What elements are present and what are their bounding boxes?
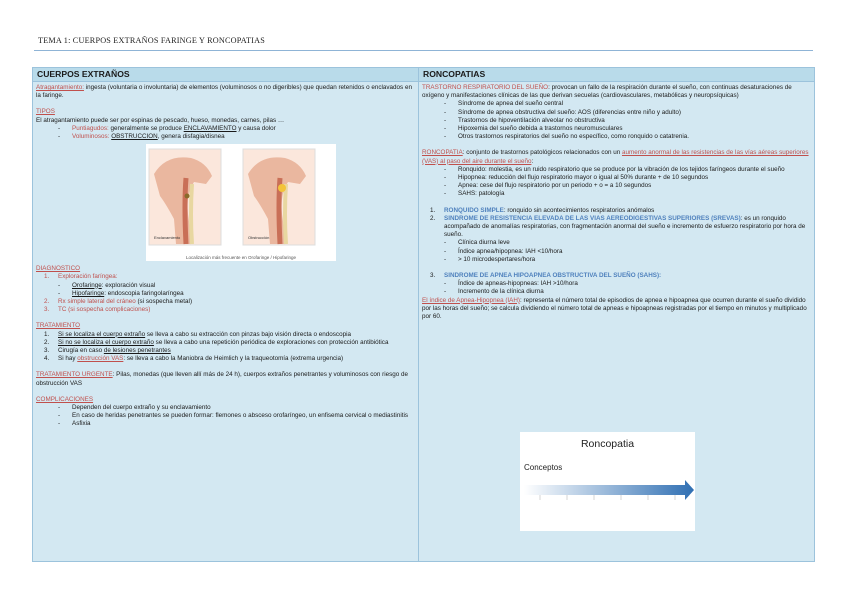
trat-item-4-text: : se lleva a cabo la Maniobra de Heimlich y la traqueotomía (extrema urgencia) [123, 355, 344, 363]
label-enclavamiento: Enclavamiento [154, 235, 181, 241]
diag-item-2-text: Rx simple lateral del cráneo [58, 298, 136, 306]
trs-item-text: Otros trastornos respiratorios del sueño no específico, como ronquido o catatrenia. [458, 133, 690, 141]
trat-item-1: 1. Si se localiza el cuerpo extraño se lleva a cabo su extracción con pinzas bajo visión directa o endoscopia [44, 330, 351, 338]
title-rule [34, 50, 813, 51]
ronc-item-text: Apnea: cese del flujo respiratorio por un periodo + o = a 10 segundos [458, 182, 652, 190]
iah-text: : representa el número total de episodios de apnea e hipoapnea que ocurren durante el sueño dividido por las horas del sueño; se calcula dividiendo el número total de apneas e hipoapneas registradas por el tiempo en minutos y multiplicado por 60. [422, 296, 807, 321]
diag-item-1a: - Orofaringe: exploración visual [58, 281, 156, 289]
trat-item-3: 3. Cirugía en caso de lesiones penetrantes [44, 347, 171, 355]
ronc-u: aumento anormal de las resistencias de las vías aéreas superiores (VAS) al paso del aire durante el sueño [422, 149, 809, 165]
trs-item-text: Síndrome de apnea del sueño central [458, 100, 564, 108]
diag-item-1-text: Exploración faríngea: [58, 273, 118, 281]
comp-item-1-text: Dependen del cuerpo extraño y su enclavamiento [72, 404, 211, 412]
ronc-item: - SAHS: patología [444, 190, 505, 198]
ronc-item: - Apnea: cese del flujo respiratorio por un periodo + o = a 10 segundos [444, 182, 652, 190]
num-item-2-text: : es un ronquido acompañado de anomalías respiratorias, con fragmentación anormal del sueño e incremento de esfuerzo respiratorio por hora de sueño. [444, 214, 806, 239]
tipos-item-1-emph: ENCLAVAMIENTO [183, 124, 237, 132]
ronc-item-text: Hipopnea: reducción del flujo respiratorio mayor o igual al 50% durante + de 10 segundos [458, 174, 709, 182]
intro-text: ingesta (voluntaria o involuntaria) de elementos (voluminosos o no digeribles) que quedan retenidos o enclavados en la faringe. [36, 84, 412, 100]
tipos-item-1-term: Puntiagudos: [72, 124, 109, 132]
tipos-item-2-text: , genera disfagia/disnea [157, 133, 225, 141]
trat-item-2-u: Si no se localiza el cuerpo extraño [58, 338, 154, 346]
left-column [33, 68, 419, 561]
n2-item-text: > 10 microdespertares/hora [458, 255, 536, 263]
trs-item: - Síndrome de apnea del sueño central [444, 100, 564, 108]
right-header: RONCOPATIAS [419, 68, 814, 82]
trs-text: : provocan un fallo de la respiración durante el sueño, con continuas desaturaciones de oxígeno y manifestaciones clínicas de las que derivan secuelas (cardiovasculares, metabólicas y neuropsíquicas) [422, 84, 792, 100]
tipos-lead: El atragantamiento puede ser por espinas de pescado, hueso, monedas, carnes, pilas … [36, 116, 285, 124]
roncopatia-paragraph [422, 149, 810, 165]
comp-item-1: - Dependen del cuerpo extraño y su enclavamiento [58, 404, 211, 412]
page-title: TEMA 1: CUERPOS EXTRAÑOS FARINGE Y RONCOPATIAS [38, 36, 265, 45]
trs-item-text: Trastornos de hipoventilación alveolar no obstructiva [458, 116, 605, 124]
diagnostico-title: DIAGNOSTICO [36, 265, 81, 273]
urgente-term: TRATAMIENTO URGENTE [36, 371, 113, 379]
trat-item-3-text: Cirugía en caso [58, 347, 104, 355]
ronc-text: : conjunto de trastornos patológicos relacionados con un [462, 149, 622, 157]
iah-term: El índice de Apnea-Hipopnea (IAH) [422, 296, 521, 304]
diag-item-2-note: (si sospecha metal) [135, 298, 193, 306]
n3-item: - Índice de apneas-hipopneas: IAH >10/hora [444, 280, 578, 288]
trat-item-4-u: obstrucción VAS [77, 355, 124, 363]
tipos-item-1-text: generalmente se produce [108, 124, 184, 132]
diag-item-1a-term: Orofaringe [72, 281, 102, 289]
num-item-1-title: RONQUIDO SIMPLE [444, 206, 504, 214]
trat-item-1-u: Si se localiza el cuerpo extraño [58, 330, 146, 338]
urgente-text: : Pilas, monedas (que lleven allí más de 24 h), cuerpos extraños penetrantes y voluminosos con riesgo de obstrucción VAS [36, 371, 409, 387]
num-item-1-text: : ronquido sin acontecimientos respiratorios anómalos [503, 206, 655, 214]
iah-paragraph [422, 297, 810, 322]
diag-item-1b: - Hipofaringe: endoscopia faringolaríngea [58, 289, 184, 297]
urgente-paragraph [36, 371, 414, 387]
trat-item-1-text: se lleva a cabo su extracción con pinzas bajo visión directa o endoscopia [145, 330, 351, 338]
ronc-item-text: Ronquido: molestia, es un ruido respiratorio que se produce por la vibración de los tejidos faríngeos durante el sueño [458, 165, 785, 173]
right-column [419, 68, 814, 561]
diag-item-1: 1. Exploración faríngea: [44, 273, 118, 281]
trat-item-4: 4. Si hay obstrucción VAS: se lleva a cabo la Maniobra de Heimlich y la traqueotomía (extrema urgencia) [44, 355, 344, 363]
diag-item-1a-text: : exploración visual [101, 281, 156, 289]
trs-term: TRASTORNO RESPIRATORIO DEL SUEÑO [422, 84, 549, 91]
tipos-title: TIPOS [36, 108, 55, 116]
complicaciones-title: COMPLICACIONES [36, 395, 94, 403]
intro-term: Atragantamiento: [36, 84, 84, 91]
content-table [32, 67, 815, 562]
roncopatia-diagram [520, 432, 695, 531]
ronc-item: - Hipopnea: reducción del flujo respiratorio mayor o igual al 50% durante + de 10 segundos [444, 174, 709, 182]
n3-item-text: Índice de apneas-hipopneas: IAH >10/hora [458, 280, 578, 288]
trat-item-2: 2. Si no se localiza el cuerpo extraño se lleva a cabo una repetición periódica de exploraciones con protección antibiótica [44, 338, 389, 346]
comp-item-3: - Asfixia [58, 420, 91, 428]
num-item-3-title: SINDROME DE APNEA HIPOAPNEA OBSTRUCTIVA DEL SUEÑO (SAHS): [444, 272, 662, 280]
trs-item: - Otros trastornos respiratorios del sueño no específico, como ronquido o catatrenia. [444, 133, 690, 141]
diag-item-1b-text: : endoscopia faringolaríngea [104, 289, 184, 297]
diag-item-2: 2. Rx simple lateral del cráneo (si sospecha metal) [44, 298, 193, 306]
panel-obstruccion [243, 149, 315, 245]
tipos-item-2-term: Voluminosos: [72, 133, 110, 141]
tipos-item-2: - Voluminosos: OBSTRUCCION, genera disfagia/disnea [58, 133, 225, 141]
n2-item: - Clínica diurna leve [444, 239, 510, 247]
num-item-1: 1. RONQUIDO SIMPLE: ronquido sin acontecimientos respiratorios anómalos [430, 206, 655, 214]
trs-item: - Trastornos de hipoventilación alveolar no obstructiva [444, 116, 605, 124]
trs-item-text: Síndrome de apnea obstructiva del sueño: AOS (diferencias entre niño y adulto) [458, 108, 681, 116]
ronc-item: - Ronquido: molestia, es un ruido respiratorio que se produce por la vibración de los tejidos faríngeos durante el sueño [444, 165, 785, 173]
diagram-subtitle: Conceptos [524, 463, 563, 472]
tipos-item-1: - Puntiagudos: generalmente se produce ENCLAVAMIENTO y causa dolor [58, 124, 276, 132]
ronc-end: : [531, 157, 534, 165]
num-item-3: 3. SINDROME DE APNEA HIPOAPNEA OBSTRUCTIVA DEL SUEÑO (SAHS): [430, 272, 662, 280]
comp-item-3-text: Asfixia [72, 420, 91, 428]
trs-item: - Síndrome de apnea obstructiva del sueño: AOS (diferencias entre niño y adulto) [444, 108, 681, 116]
ronc-item-text: SAHS: patología [458, 190, 505, 198]
diagram-arrow [520, 432, 695, 531]
trat-item-2-text: se lleva a cabo una repetición periódica de exploraciones con protección antibiótica [153, 338, 389, 346]
ronc-term: RONCOPATIA [422, 149, 463, 157]
tipos-item-1-text-b: y causa dolor [236, 124, 276, 132]
tipos-item-2-emph: OBSTRUCCION [111, 133, 158, 141]
label-obstruccion: Obstrucción [248, 235, 270, 241]
trs-item-text: Hipoxemia del sueño debida a trastornos neuromusculares [458, 125, 623, 133]
trs-item: - Hipoxemia del sueño debida a trastornos neuromusculares [444, 125, 623, 133]
n2-item-text: Clínica diurna leve [458, 239, 510, 247]
n3-item: - Incremento de la clínica diurna [444, 288, 544, 296]
n2-item-text: Índice apnea/hipopnea: IAH <10/hora [458, 247, 563, 255]
n3-item-text: Incremento de la clínica diurna [458, 288, 544, 296]
panel-enclavamiento [149, 149, 221, 245]
diag-item-3-text: TC (si sospecha complicaciones) [58, 306, 151, 314]
intro-paragraph [36, 84, 414, 100]
diagram-title: Roncopatia [580, 438, 635, 450]
diag-item-1b-term: Hipofaringe [72, 289, 105, 297]
trs-paragraph [422, 84, 810, 100]
throat-figure [146, 144, 336, 261]
num-item-2-title: SINDROME DE RESISTENCIA ELEVADA DE LAS VIAS AEREODIGESTIVAS SUPERIORES (SREVAS) [444, 214, 741, 222]
diag-item-3: 3. TC (si sospecha complicaciones) [44, 306, 151, 314]
figure-caption: Localización más frecuente en Orofaringe / Hipofaringe [185, 255, 297, 261]
n2-item: - Índice apnea/hipopnea: IAH <10/hora [444, 247, 563, 255]
num-item-2: 2. SINDROME DE RESISTENCIA ELEVADA DE LAS VIAS AEREODIGESTIVAS SUPERIORES (SREVAS): es un ronquido acompañado de anomalías respiratorias, con fragmentación anormal del sueño e incremento de esfuerzo respiratorio por hora de sueño. [430, 214, 806, 239]
trat-item-4-a: Si hay [58, 355, 78, 363]
comp-item-2: - En caso de heridas penetrantes se pueden formar: flemones o absceso orofaríngeo, un enfisema cervical o mediastinitis [58, 412, 409, 420]
comp-item-2-text: En caso de heridas penetrantes se pueden formar: flemones o absceso orofaríngeo, un enfisema cervical o mediastinitis [72, 412, 409, 420]
tratamiento-title: TRATAMIENTO [36, 322, 81, 330]
trat-item-3-u: de lesiones penetrantes [103, 347, 171, 355]
n2-item: - > 10 microdespertares/hora [444, 255, 536, 263]
left-header: CUERPOS EXTRAÑOS [33, 68, 418, 82]
throat-illustration [146, 144, 336, 261]
